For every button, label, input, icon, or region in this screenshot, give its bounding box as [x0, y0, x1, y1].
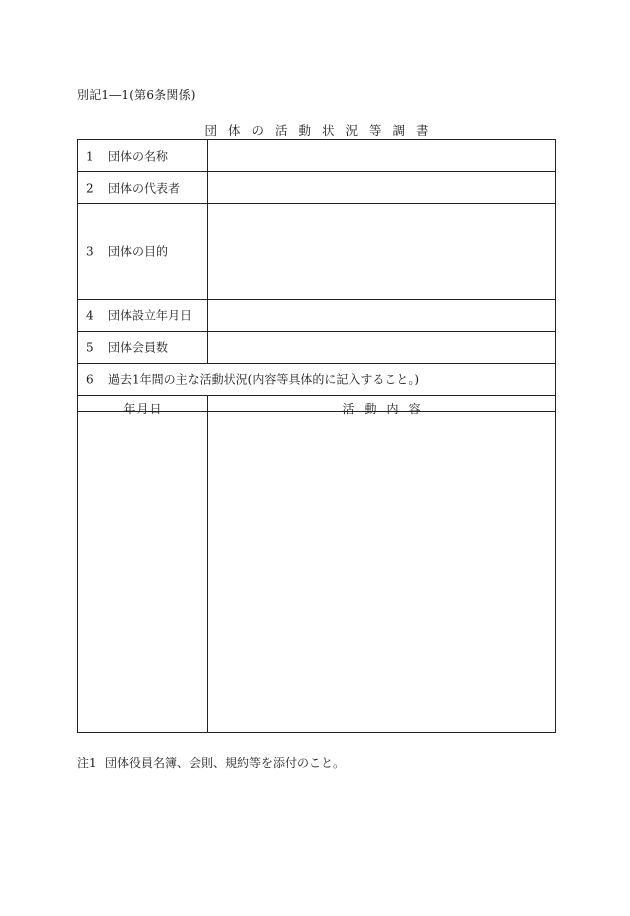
row-number: 1 — [86, 149, 94, 164]
document-title: 団体の活動状況等調書 — [204, 123, 440, 138]
form-reference: 別記1―1(第6条関係) — [77, 88, 196, 102]
survey-form — [77, 139, 556, 733]
footnote-text: 団体役員名簿、会則、規約等を添付のこと。 — [105, 756, 346, 770]
row-member-count — [86, 339, 168, 356]
row-label: 過去1年間の主な活動状況(内容等具体的に記入すること。) — [108, 372, 420, 387]
footnote — [77, 754, 345, 771]
row-activities — [86, 371, 419, 388]
row-number: 3 — [86, 244, 94, 259]
row-label: 団体の名称 — [108, 149, 169, 164]
row-established-date — [86, 307, 192, 324]
row-label: 団体設立年月日 — [108, 308, 193, 323]
activity-date-field[interactable] — [78, 412, 207, 732]
purpose-field[interactable] — [208, 204, 555, 299]
representative-field[interactable] — [208, 172, 555, 203]
member-count-field[interactable] — [208, 332, 555, 363]
row-org-name — [86, 148, 168, 165]
established-date-field[interactable] — [208, 300, 555, 331]
activity-content-field[interactable] — [208, 412, 555, 732]
row-label: 団体の代表者 — [108, 181, 181, 196]
row-number: 2 — [86, 181, 94, 196]
row-representative — [86, 180, 180, 197]
column-header-activity: 活動内容 — [342, 402, 431, 416]
footnote-number: 注1 — [77, 756, 97, 770]
row-number: 4 — [86, 308, 94, 323]
row-divider — [78, 363, 555, 364]
row-number: 5 — [86, 340, 94, 355]
column-header-date: 年月日 — [123, 402, 163, 416]
row-divider — [78, 395, 555, 396]
row-label: 団体会員数 — [108, 340, 169, 355]
row-purpose — [86, 243, 168, 260]
row-number: 6 — [86, 372, 94, 387]
org-name-field[interactable] — [208, 140, 555, 171]
row-label: 団体の目的 — [108, 244, 169, 259]
